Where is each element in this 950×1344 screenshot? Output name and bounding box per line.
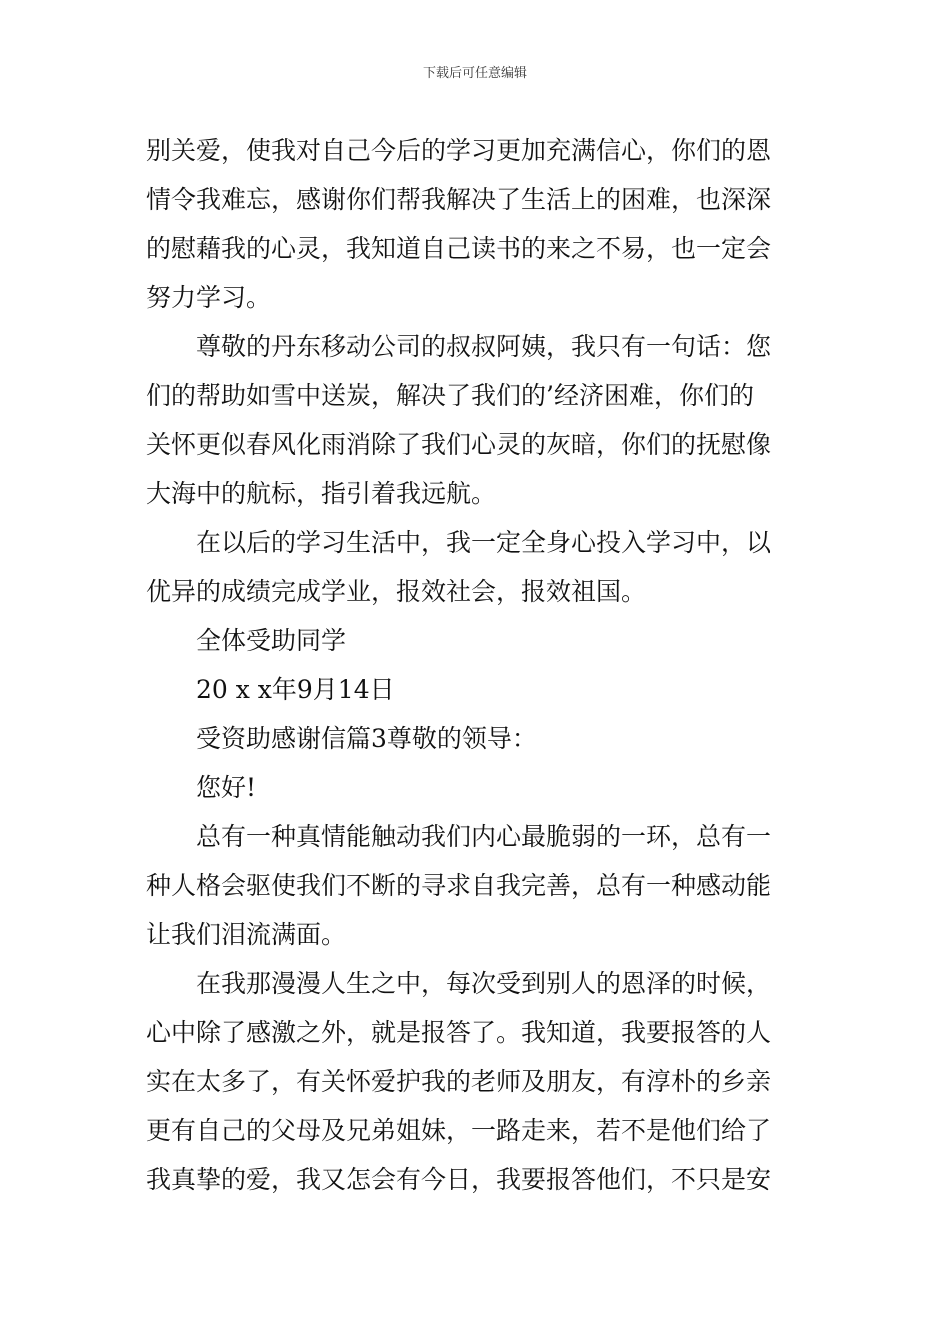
paragraph-start-line: 在以后的学习生活中，我一定全身心投入学习中，以 <box>196 528 772 557</box>
text-line: 我真挚的爱，我又怎会有今日，我要报答他们，不只是安 <box>146 1165 772 1194</box>
paragraph-start-line: 尊敬的丹东移动公司的叔叔阿姨，我只有一句话：您 <box>196 332 772 361</box>
text-line: 的慰藉我的心灵，我知道自己读书的来之不易，也一定会 <box>146 234 772 263</box>
paragraph-start-line: 在我那漫漫人生之中，每次受到别人的恩泽的时候， <box>196 969 772 998</box>
text-line: 种人格会驱使我们不断的寻求自我完善，总有一种感动能 <box>146 871 772 900</box>
greeting-line: 您好! <box>196 773 257 802</box>
page-header: 下载后可任意编辑 <box>422 66 527 81</box>
text-line: 心中除了感激之外，就是报答了。我知道，我要报答的人 <box>146 1018 772 1047</box>
text-line: 大海中的航标，指引着我远航。 <box>146 479 497 508</box>
text-line: 优异的成绩完成学业，报效社会，报效祖国。 <box>146 577 647 606</box>
text-line: 让我们泪流满面。 <box>146 920 347 949</box>
text-line: 关怀更似春风化雨消除了我们心灵的灰暗，你们的抚慰像 <box>146 430 772 459</box>
text-line: 更有自己的父母及兄弟姐妹，一路走来，若不是他们给了 <box>146 1116 772 1145</box>
text-line: 情令我难忘，感谢你们帮我解决了生活上的困难，也深深 <box>146 185 772 214</box>
text-line: 努力学习。 <box>146 283 272 312</box>
date-line: 20 x x年9月14日 <box>196 675 395 704</box>
letter-body <box>146 126 811 1204</box>
signature-line: 全体受助同学 <box>196 626 347 655</box>
section-title-line: 受资助感谢信篇3尊敬的领导： <box>196 724 537 753</box>
text-line: 实在太多了，有关怀爱护我的老师及朋友，有淳朴的乡亲 <box>146 1067 772 1096</box>
paragraph-start-line: 总有一种真情能触动我们内心最脆弱的一环，总有一 <box>196 822 772 851</box>
text-line: 们的帮助如雪中送炭，解决了我们的’经济困难，你们的 <box>146 381 754 410</box>
text-line: 别关爱，使我对自己今后的学习更加充满信心，你们的恩 <box>146 136 772 165</box>
